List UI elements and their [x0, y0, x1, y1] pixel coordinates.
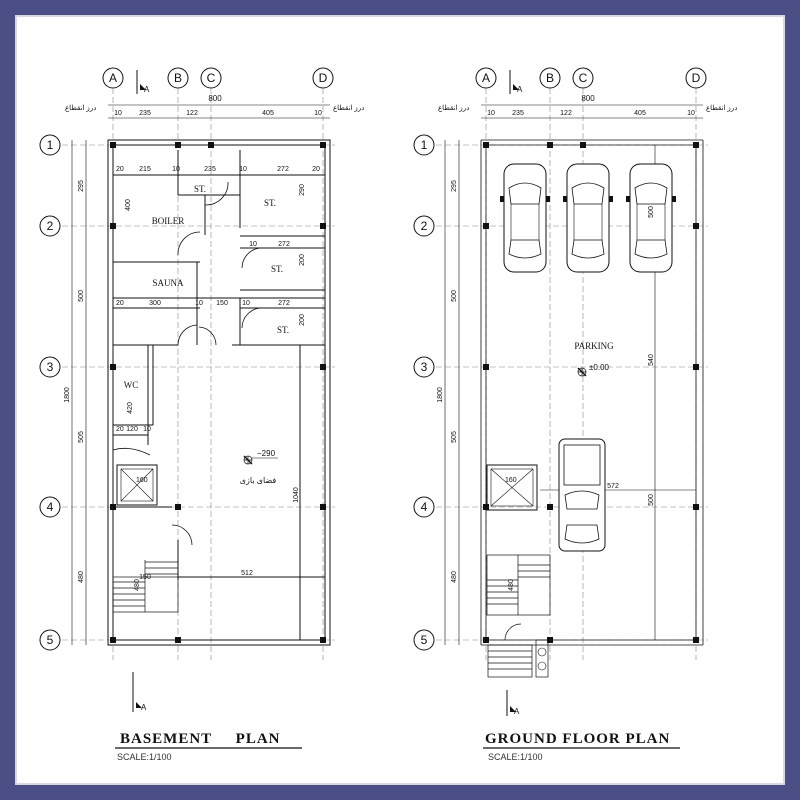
dim-top-seg: 122 [560, 110, 572, 117]
car-icon [500, 164, 550, 272]
basement-plan-title: BASEMENT PLAN [120, 731, 281, 747]
dim-label: 10 [239, 166, 247, 173]
dim-label: 512 [241, 570, 253, 577]
dim-label: 480 [134, 579, 141, 591]
level-value: −290 [257, 449, 276, 458]
dim-top-seg: 405 [262, 110, 274, 117]
dim-label: 235 [204, 166, 216, 173]
grid-label-d: D [691, 71, 701, 85]
elevator-shaft [487, 465, 537, 510]
dim-overall-height: 1800 [437, 387, 444, 403]
dim-label: 120 [126, 426, 138, 433]
dim-label: 10 [143, 426, 151, 433]
dim-label: 150 [216, 300, 228, 307]
grid-label-d: D [318, 71, 328, 85]
neighbor-label-right: درز انقطاع [333, 105, 365, 112]
dim-label: 540 [648, 354, 655, 366]
grid-label-5: 5 [46, 633, 54, 647]
dim-top-seg: 10 [314, 110, 322, 117]
dim-left-seg: 295 [451, 180, 458, 192]
dim-label: 200 [299, 314, 306, 326]
interior-dimensions [116, 166, 320, 591]
left-dimensions [437, 140, 459, 645]
grid-label-3: 3 [420, 360, 428, 374]
dim-label: 20 [116, 300, 124, 307]
room-storage: ST. [270, 264, 284, 274]
grid-label-c: C [206, 71, 216, 85]
dim-top-seg: 235 [512, 110, 524, 117]
dim-label: 480 [508, 579, 515, 591]
grid-label-3: 3 [46, 360, 54, 374]
level-marker [244, 449, 278, 464]
stairs [113, 560, 178, 612]
parking-dimensions [540, 145, 696, 640]
dim-top-seg: 10 [487, 110, 495, 117]
top-dimensions [65, 94, 364, 118]
dim-left-seg: 500 [78, 290, 85, 302]
dim-label: 500 [648, 206, 655, 218]
dim-label: 20 [116, 166, 124, 173]
dim-overall-width: 800 [581, 94, 595, 103]
room-storage: ST. [193, 184, 207, 194]
basement-plan [40, 68, 364, 762]
grid-label-a: A [108, 71, 118, 85]
car-icon [563, 164, 613, 272]
grid-label-c: C [578, 71, 588, 85]
dim-label: 400 [125, 199, 132, 211]
dim-label: 20 [116, 426, 124, 433]
ground-floor-plan-scale: SCALE:1/100 [488, 752, 543, 762]
structural-columns [110, 142, 326, 643]
dim-label: 272 [278, 300, 290, 307]
grid-label-b: B [173, 71, 183, 85]
grid-label-5: 5 [420, 633, 428, 647]
neighbor-label-right: درز انقطاع [706, 105, 738, 112]
neighbor-label-left: درز انقطاع [65, 105, 97, 112]
outer-walls [108, 140, 330, 645]
top-dimensions [438, 94, 737, 118]
dim-label: 572 [607, 483, 619, 490]
grid-label-1: 1 [46, 138, 54, 152]
dim-top-seg: 10 [114, 110, 122, 117]
dim-label: 300 [149, 300, 161, 307]
dim-label: 160 [505, 477, 517, 484]
grid-lines [62, 88, 335, 660]
dim-label: 10 [249, 241, 257, 248]
grid-label-2: 2 [420, 219, 428, 233]
dim-left-seg: 505 [78, 431, 85, 443]
room-storage: ST. [263, 198, 277, 208]
dim-label: 272 [278, 241, 290, 248]
dim-overall-height: 1800 [64, 387, 71, 403]
grid-label-b: B [545, 71, 555, 85]
basement-plan-scale: SCALE:1/100 [117, 752, 172, 762]
room-play-area: فضای بازی [239, 476, 277, 485]
dim-left-seg: 500 [451, 290, 458, 302]
dim-label: 200 [299, 254, 306, 266]
dim-label: 10 [195, 300, 203, 307]
dim-left-seg: 480 [451, 571, 458, 583]
grid-label-4: 4 [420, 500, 428, 514]
north-arrow-mark: A [144, 85, 150, 94]
dim-label: 215 [139, 166, 151, 173]
dim-left-seg: 480 [78, 571, 85, 583]
dim-label: 1040 [293, 487, 300, 503]
room-labels [124, 184, 289, 485]
elevator-shaft [117, 465, 157, 505]
dim-label: 290 [299, 184, 306, 196]
dim-overall-width: 800 [208, 94, 222, 103]
dim-label: 20 [312, 166, 320, 173]
room-wc: WC [123, 380, 139, 390]
pickup-truck-icon [559, 439, 605, 551]
room-storage: ST. [276, 325, 290, 335]
door-swings [113, 182, 262, 545]
room-boiler: BOILER [151, 216, 185, 226]
grid-bubbles-top [476, 68, 706, 94]
grid-label-4: 4 [46, 500, 54, 514]
dim-top-seg: 122 [186, 110, 198, 117]
grid-bubbles-left [40, 135, 60, 650]
dim-label: 272 [277, 166, 289, 173]
dim-top-seg: 235 [139, 110, 151, 117]
dim-top-seg: 10 [687, 110, 695, 117]
dim-left-seg: 505 [451, 431, 458, 443]
dim-top-seg: 405 [634, 110, 646, 117]
dim-label: 150 [139, 574, 151, 581]
dim-label: 10 [242, 300, 250, 307]
dim-label: 160 [136, 477, 148, 484]
level-value: ±0.00 [589, 363, 609, 372]
grid-bubbles-top [103, 68, 333, 94]
section-mark: A [514, 707, 520, 716]
dim-label: 420 [127, 402, 134, 414]
grid-label-2: 2 [46, 219, 54, 233]
room-sauna: SAUNA [152, 278, 184, 288]
ground-floor-plan [414, 68, 737, 762]
grid-label-a: A [481, 71, 491, 85]
parking-label: PARKING [574, 341, 614, 351]
left-dimensions [64, 140, 86, 645]
grid-bubbles-left [414, 135, 434, 650]
dim-label: 10 [172, 166, 180, 173]
grid-label-1: 1 [420, 138, 428, 152]
dim-label: 500 [648, 494, 655, 506]
neighbor-label-left: درز انقطاع [438, 105, 470, 112]
section-mark: A [141, 703, 147, 712]
ground-floor-plan-title: GROUND FLOOR PLAN [485, 731, 671, 747]
stairs [487, 555, 550, 677]
north-arrow-mark: A [517, 85, 523, 94]
planter-icon [536, 640, 548, 677]
dim-left-seg: 295 [78, 180, 85, 192]
